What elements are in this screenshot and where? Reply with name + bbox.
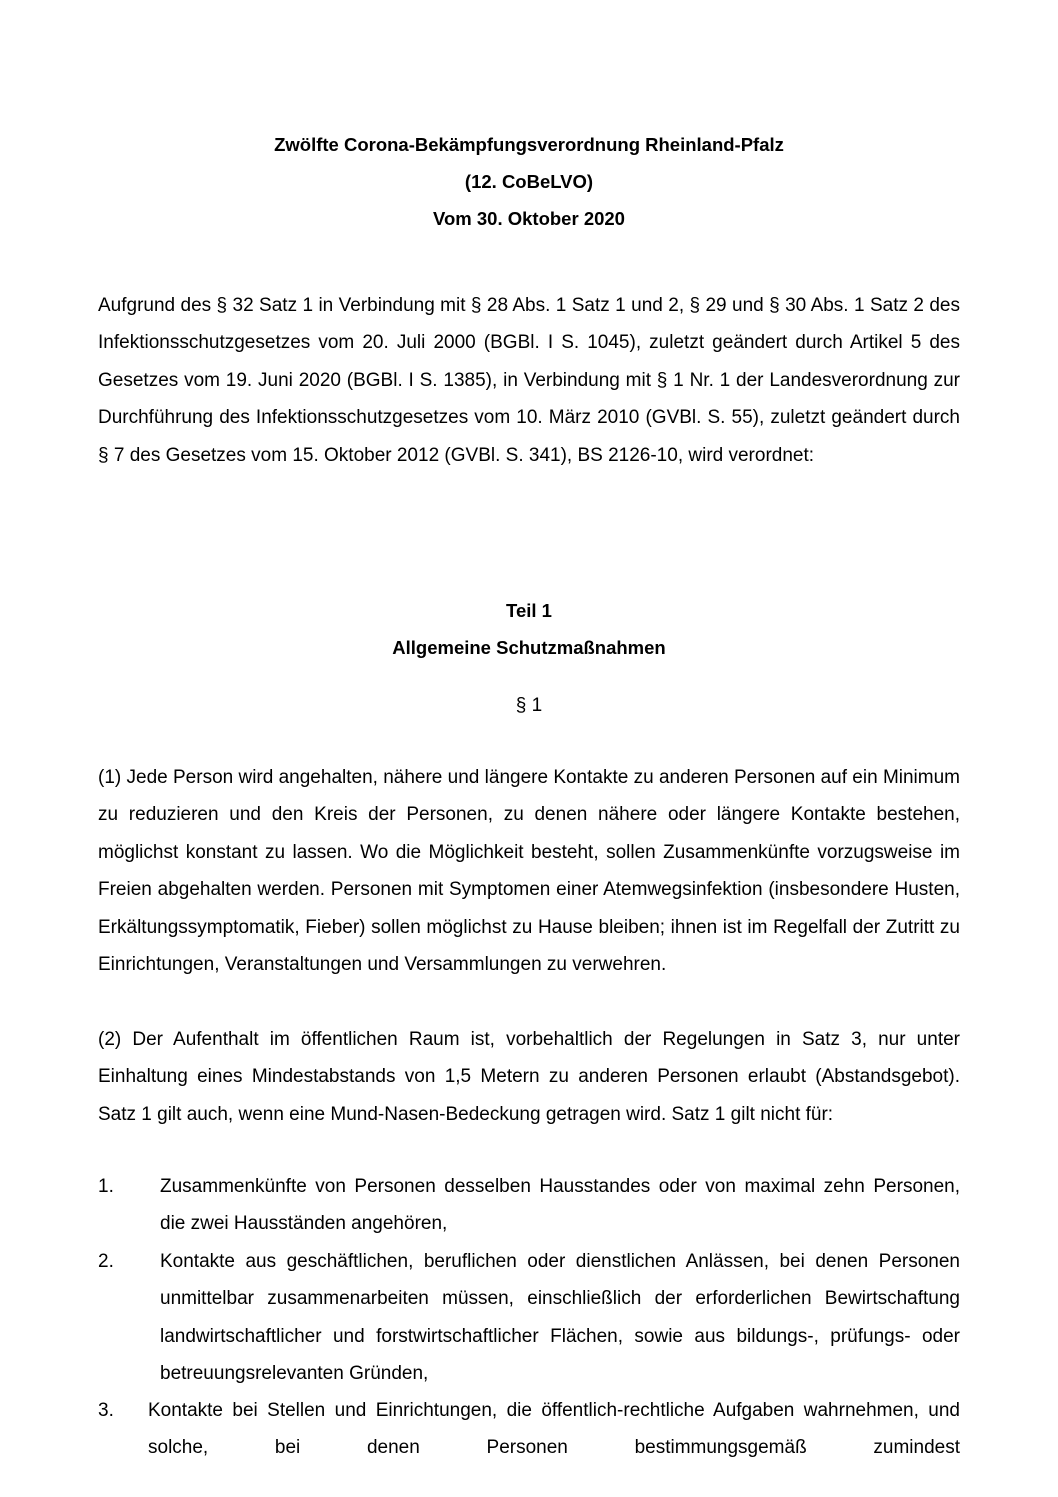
list-item-text: Kontakte aus geschäftlichen, beruflichen oder dienstlichen Anlässen, bei denen Personen unmittelbar zusammenarbeiten müssen, einschließlich der erforderlichen Bewirtschaftung landwirtschaftlicher und forstwirtschaftlicher Flächen, sowie aus bildungs-, prüfungs- oder betreuungsrelevanten Gründen, [160, 1251, 960, 1385]
document-abbreviation: (12. CoBeLVO) [464, 171, 594, 192]
document-title: Zwölfte Corona-Bekämpfungsverordnung Rheinland-Pfalz [274, 134, 784, 155]
part-number: Teil 1 [506, 600, 552, 621]
section-number: § 1 [515, 695, 543, 716]
list-item [98, 1168, 960, 1243]
part-title: Allgemeine Schutzmaßnahmen [392, 637, 666, 659]
part-heading [0, 592, 1058, 667]
document-date: Vom 30. Oktober 2020 [433, 208, 625, 229]
list-item-number: 1. [98, 1176, 114, 1197]
list-item-text: Zusammenkünfte von Personen desselben Hausstandes oder von maximal zehn Personen, die zwei Hausständen angehören, [160, 1176, 960, 1235]
document-header [0, 126, 1058, 237]
preamble-paragraph: Aufgrund des § 32 Satz 1 in Verbindung mit § 28 Abs. 1 Satz 1 und 2, § 29 und § 30 Abs. 1 Satz 2 des Infektionsschutzgesetzes vom 20. Juli 2000 (BGBl. I S. 1045), zuletzt geändert durch Artikel 5 des Gesetzes vom 19. Juni 2020 (BGBl. I S. 1385), in Verbindung mit § 1 Nr. 1 der Landesverordnung zur Durchführung des Infektionsschutzgesetzes vom 10. März 2010 (GVBl. S. 55), zuletzt geändert durch § 7 des Gesetzes vom 15. Oktober 2012 (GVBl. S. 341), BS 2126-10, wird verordnet: [98, 295, 960, 466]
list-item [98, 1392, 960, 1467]
list-item [98, 1243, 960, 1393]
list-item-number: 2. [98, 1251, 114, 1272]
section-paragraph-2: (2) Der Aufenthalt im öffentlichen Raum ist, vorbehaltlich der Regelungen in Satz 3, nur unter Einhaltung eines Mindestabstands von 1,5 Metern zu anderen Personen erlaubt (Abstandsgebot). Satz 1 gilt auch, wenn eine Mund-Nasen-Bedeckung getragen wird. Satz 1 gilt nicht für: [98, 1029, 960, 1125]
section-paragraph-1: (1) Jede Person wird angehalten, nähere und längere Kontakte zu anderen Personen auf ein Minimum zu reduzieren und den Kreis der Personen, zu denen nähere oder längere Kontakte bestehen, möglichst konstant zu lassen. Wo die Möglichkeit besteht, sollen Zusammenkünfte vorzugsweise im Freien abgehalten werden. Personen mit Symptomen einer Atemwegsinfektion (insbesondere Husten, Erkältungssymptomatik, Fieber) sollen möglichst zu Hause bleiben; ihnen ist im Regelfall der Zutritt zu Einrichtungen, Veranstaltungen und Versammlungen zu verwehren. [98, 767, 960, 976]
list-item-number: 3. [98, 1400, 114, 1421]
list-item-text: Kontakte bei Stellen und Einrichtungen, die öffentlich-rechtliche Aufgaben wahrnehmen, und solche, bei denen Personen bestimmungsgemäß zumindest [148, 1400, 960, 1459]
